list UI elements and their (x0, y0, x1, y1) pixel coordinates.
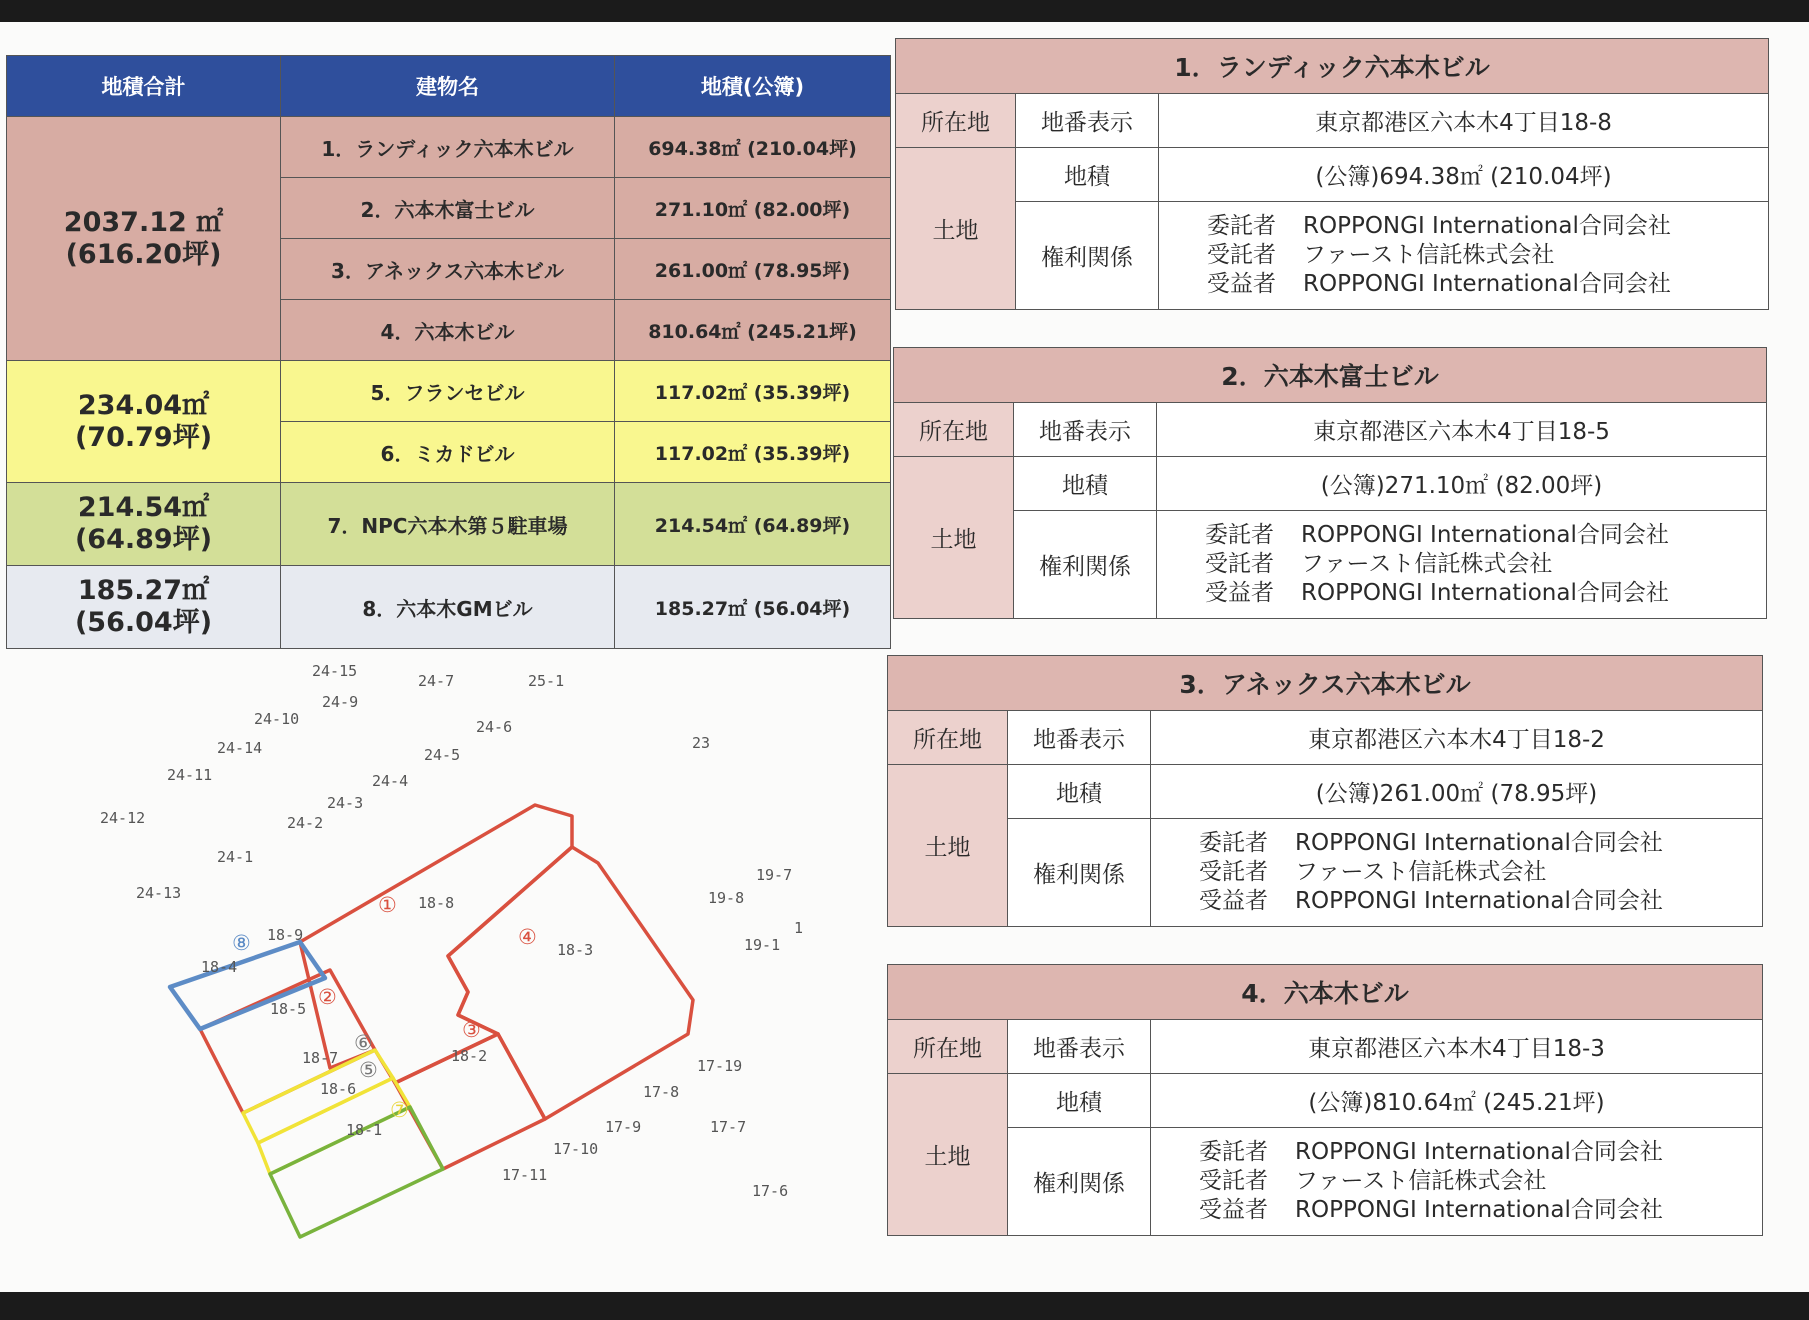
building-area: 117.02㎡ (35.39坪) (615, 422, 891, 483)
lot-number: 17-7 (710, 1118, 747, 1136)
rights-line (1199, 1138, 1762, 1167)
rights-party: ROPPONGI International合同会社 (1301, 580, 1669, 606)
total-tsubo: (70.79坪) (74, 421, 213, 453)
detail-table-2 (893, 347, 1767, 619)
rights-party: ROPPONGI International合同会社 (1295, 830, 1663, 856)
lot-number: 24-12 (100, 809, 146, 827)
header-registered-area: 地積(公簿) (615, 56, 891, 117)
label-rights: 権利関係 (1014, 511, 1157, 619)
building-name: 6．ミカドビル (281, 422, 615, 483)
building-name: 2．六本木富士ビル (281, 178, 615, 239)
lot-number: 18-4 (201, 958, 238, 976)
rights-role: 委託者 (1199, 1139, 1268, 1165)
rights-role: 受託者 (1205, 551, 1274, 577)
rights-party: ROPPONGI International合同会社 (1295, 1197, 1663, 1223)
building-area: 185.27㎡ (56.04坪) (615, 566, 891, 649)
lot-number: 18-6 (320, 1080, 357, 1098)
total-sqm: 185.27㎡ (77, 575, 210, 606)
rights-role: 受益者 (1205, 580, 1274, 606)
lot-number: 23 (692, 734, 711, 752)
rights-line (1207, 270, 1768, 299)
lot-map (0, 650, 900, 1310)
lot-number: 24-11 (167, 766, 213, 784)
group-total (7, 566, 281, 649)
lot-number: 17-6 (752, 1182, 789, 1200)
label-lot-display: 地番表示 (1014, 403, 1157, 457)
label-lot-display: 地番表示 (1008, 1020, 1151, 1074)
lot-number: 24-9 (322, 693, 359, 711)
rights-party: ファースト信託株式会社 (1295, 859, 1547, 885)
building-area: 271.10㎡ (82.00坪) (615, 178, 891, 239)
document-sheet (0, 22, 1809, 1292)
detail-table-1 (895, 38, 1769, 310)
detail-title: 1．ランディック六本木ビル (896, 39, 1769, 94)
table-row (7, 117, 891, 178)
rights-line (1205, 521, 1766, 550)
detail-title: 3．アネックス六本木ビル (888, 656, 1763, 711)
rights-party: ファースト信託株式会社 (1295, 1168, 1547, 1194)
header-total-area: 地積合計 (7, 56, 281, 117)
building-name: 3．アネックス六本木ビル (281, 239, 615, 300)
summary-table (6, 55, 891, 649)
lot-number: 24-2 (287, 814, 324, 832)
label-land: 土地 (888, 1074, 1008, 1236)
label-location: 所在地 (888, 1020, 1008, 1074)
address-value: 東京都港区六本木4丁目18-5 (1157, 403, 1767, 457)
total-tsubo: (56.04坪) (74, 607, 213, 638)
rights-role: 受益者 (1207, 271, 1276, 297)
lot-number: 24-1 (217, 848, 254, 866)
building-area: 261.00㎡ (78.95坪) (615, 239, 891, 300)
detail-table-3 (887, 655, 1763, 927)
lot-number: 25-1 (528, 672, 565, 690)
lot-numbers (100, 662, 803, 1200)
rights-role: 受託者 (1207, 242, 1276, 268)
rights-party: ファースト信託株式会社 (1303, 242, 1555, 268)
lot-marker-6: ⑥ (354, 1031, 373, 1055)
label-lot-display: 地番表示 (1016, 94, 1159, 148)
building-name: 4．六本木ビル (281, 300, 615, 361)
lot-number: 24-13 (136, 884, 182, 902)
table-row (7, 483, 891, 566)
group-total (7, 483, 281, 566)
rights-list (1159, 202, 1769, 310)
building-name: 7．NPC六本木第５駐車場 (281, 483, 615, 566)
rights-line (1199, 1196, 1762, 1225)
lot-number: 18-7 (302, 1049, 339, 1067)
header-building-name: 建物名 (281, 56, 615, 117)
lot-number: 18-8 (418, 894, 455, 912)
rights-list (1151, 1128, 1763, 1236)
table-row (7, 566, 891, 649)
lot-number: 24-6 (476, 718, 513, 736)
detail-table-4 (887, 964, 1763, 1236)
building-area: 810.64㎡ (245.21坪) (615, 300, 891, 361)
group-total (7, 361, 281, 483)
lot-marker-7: ⑦ (390, 1098, 409, 1122)
rights-line (1199, 1167, 1762, 1196)
rights-party: ROPPONGI International合同会社 (1301, 522, 1669, 548)
rights-line (1199, 829, 1762, 858)
summary-header-row (7, 56, 891, 117)
rights-list (1151, 819, 1763, 927)
lot-number: 24-3 (327, 794, 364, 812)
detail-title: 4．六本木ビル (888, 965, 1763, 1020)
building-name: 1．ランディック六本木ビル (281, 117, 615, 178)
lot-marker-5: ⑤ (359, 1058, 378, 1082)
lot-number: 17-10 (553, 1140, 599, 1158)
lot-number: 18-1 (346, 1121, 383, 1139)
lot-outline-4 (448, 847, 693, 1119)
rights-line (1207, 241, 1768, 270)
rights-role: 受益者 (1199, 888, 1268, 914)
lot-marker-8: ⑧ (232, 931, 251, 955)
area-value: (公簿)261.00㎡ (78.95坪) (1151, 765, 1763, 819)
building-area: 694.38㎡ (210.04坪) (615, 117, 891, 178)
lot-number: 17-11 (502, 1166, 548, 1184)
rights-party: ROPPONGI International合同会社 (1303, 271, 1671, 297)
lot-number: 18-2 (451, 1047, 488, 1065)
rights-role: 受益者 (1199, 1197, 1268, 1223)
building-area: 214.54㎡ (64.89坪) (615, 483, 891, 566)
label-land: 土地 (896, 148, 1016, 310)
total-sqm: 234.04㎡ (77, 389, 210, 421)
lot-marker-4: ④ (518, 925, 537, 949)
rights-role: 委託者 (1199, 830, 1268, 856)
lot-number: 18-5 (270, 1000, 307, 1018)
label-rights: 権利関係 (1008, 819, 1151, 927)
lot-marker-1: ① (378, 893, 397, 917)
lot-number: 17-19 (697, 1057, 743, 1075)
rights-line (1205, 579, 1766, 608)
rights-line (1205, 550, 1766, 579)
lot-number: 19-8 (708, 889, 745, 907)
detail-title: 2．六本木富士ビル (894, 348, 1767, 403)
lot-number: 24-10 (254, 710, 300, 728)
rights-role: 受託者 (1199, 859, 1268, 885)
label-rights: 権利関係 (1016, 202, 1159, 310)
label-location: 所在地 (894, 403, 1014, 457)
lot-number: 18-9 (267, 926, 304, 944)
lot-number: 19-1 (744, 936, 781, 954)
address-value: 東京都港区六本木4丁目18-2 (1151, 711, 1763, 765)
building-name: 5．フランセビル (281, 361, 615, 422)
total-tsubo: (616.20坪) (65, 238, 222, 270)
lot-number: 24-4 (372, 772, 409, 790)
rights-party: ROPPONGI International合同会社 (1295, 888, 1663, 914)
label-land: 土地 (888, 765, 1008, 927)
label-land: 土地 (894, 457, 1014, 619)
building-area: 117.02㎡ (35.39坪) (615, 361, 891, 422)
label-land-area: 地積 (1008, 1074, 1151, 1128)
rights-party: ファースト信託株式会社 (1301, 551, 1553, 577)
label-lot-display: 地番表示 (1008, 711, 1151, 765)
lot-marker-2: ② (318, 985, 337, 1009)
total-sqm: 214.54㎡ (77, 492, 210, 523)
total-sqm: 2037.12 ㎡ (63, 206, 224, 238)
area-value: (公簿)694.38㎡ (210.04坪) (1159, 148, 1769, 202)
lot-number: 1 (794, 919, 804, 937)
label-location: 所在地 (888, 711, 1008, 765)
lot-number: 17-8 (643, 1083, 680, 1101)
rights-line (1199, 858, 1762, 887)
label-land-area: 地積 (1008, 765, 1151, 819)
total-tsubo: (64.89坪) (74, 524, 213, 555)
lot-number: 24-15 (312, 662, 358, 680)
group-total (7, 117, 281, 361)
area-value: (公簿)810.64㎡ (245.21坪) (1151, 1074, 1763, 1128)
lot-number: 24-14 (217, 739, 263, 757)
lot-marker-3: ③ (462, 1018, 481, 1042)
label-land-area: 地積 (1014, 457, 1157, 511)
lot-number: 17-9 (605, 1118, 642, 1136)
address-value: 東京都港区六本木4丁目18-8 (1159, 94, 1769, 148)
address-value: 東京都港区六本木4丁目18-3 (1151, 1020, 1763, 1074)
rights-line (1199, 887, 1762, 916)
lot-number: 24-5 (424, 746, 461, 764)
area-value: (公簿)271.10㎡ (82.00坪) (1157, 457, 1767, 511)
rights-line (1207, 212, 1768, 241)
label-location: 所在地 (896, 94, 1016, 148)
lot-number: 19-7 (756, 866, 793, 884)
lot-number: 24-7 (418, 672, 455, 690)
rights-role: 受託者 (1199, 1168, 1268, 1194)
rights-role: 委託者 (1207, 213, 1276, 239)
table-row (7, 361, 891, 422)
rights-list (1157, 511, 1767, 619)
rights-role: 委託者 (1205, 522, 1274, 548)
lot-number: 18-3 (557, 941, 594, 959)
label-land-area: 地積 (1016, 148, 1159, 202)
rights-party: ROPPONGI International合同会社 (1295, 1139, 1663, 1165)
rights-party: ROPPONGI International合同会社 (1303, 213, 1671, 239)
building-name: 8．六本木GMビル (281, 566, 615, 649)
label-rights: 権利関係 (1008, 1128, 1151, 1236)
